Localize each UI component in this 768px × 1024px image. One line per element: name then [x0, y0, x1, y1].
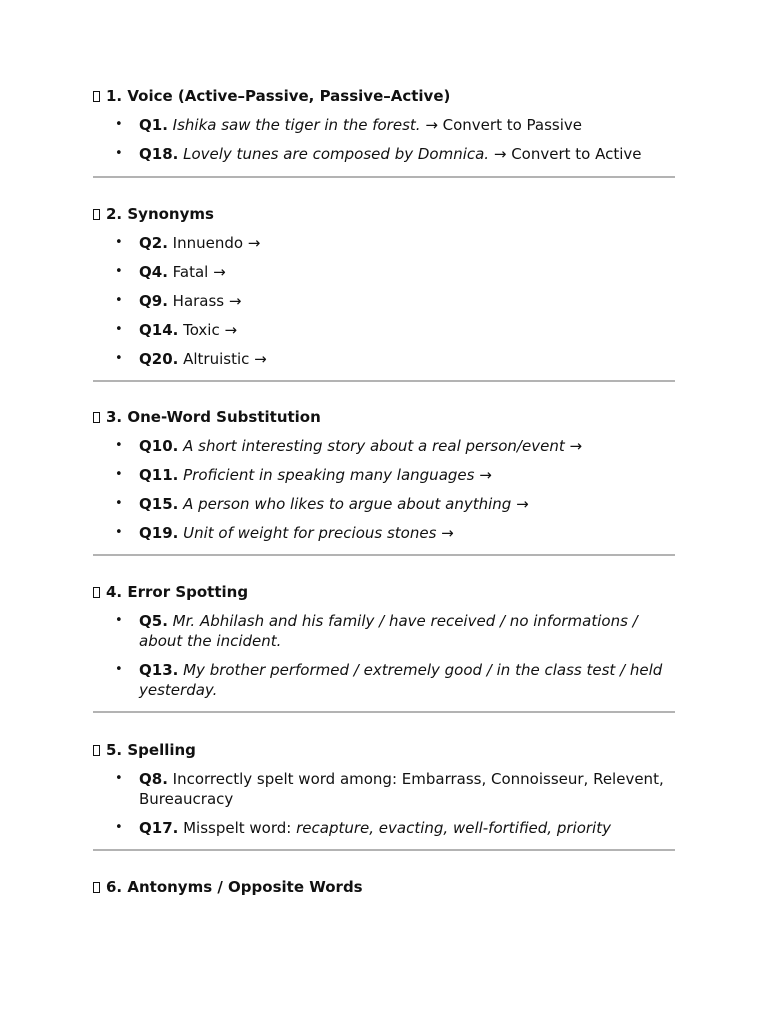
bullet: •: [115, 264, 123, 279]
answer-arrow: →: [511, 495, 529, 513]
section-voice: [93, 86, 675, 164]
question-text: Innuendo →: [167, 234, 261, 252]
question-number: Q11.: [139, 466, 179, 484]
question-text: Incorrectly spelt word among: Embarrass, Connoisseur, Relevent, Bureaucracy: [139, 770, 664, 808]
question-number: Q8.: [139, 770, 168, 788]
question-text: Ishika saw the tiger in the forest.: [172, 116, 421, 134]
question-instruction: → Convert to Passive: [420, 116, 583, 134]
section-divider: [93, 711, 675, 713]
section-title: 1. Voice (Active–Passive, Passive–Active): [106, 87, 451, 105]
question-items: [93, 769, 675, 838]
list-item: [93, 494, 675, 514]
missing-glyph-icon: [93, 412, 100, 423]
list-item: [93, 144, 675, 164]
bullet: •: [115, 146, 123, 161]
question-text: A short interesting story about a real person/event: [183, 437, 565, 455]
question-number: Q10.: [139, 437, 179, 455]
bullet: •: [115, 322, 123, 337]
list-item: [93, 233, 675, 253]
answer-arrow: →: [474, 466, 492, 484]
bullet: •: [115, 293, 123, 308]
question-number: Q18.: [139, 145, 179, 163]
section-title: 4. Error Spotting: [106, 583, 249, 601]
section-title: 5. Spelling: [106, 741, 196, 759]
bullet: •: [115, 662, 123, 677]
list-item: [93, 291, 675, 311]
question-number: Q17.: [139, 819, 179, 837]
question-text: Toxic →: [178, 321, 238, 339]
section-one-word-substitution: [93, 407, 675, 543]
section-title: 6. Antonyms / Opposite Words: [106, 878, 363, 896]
bullet: •: [115, 613, 123, 628]
question-number: Q13.: [139, 661, 179, 679]
list-item: [93, 115, 675, 135]
bullet: •: [115, 438, 123, 453]
bullet: •: [115, 496, 123, 511]
bullet: •: [115, 351, 123, 366]
section-divider: [93, 849, 675, 851]
question-text: Proficient in speaking many languages: [183, 466, 475, 484]
missing-glyph-icon: [93, 745, 100, 756]
section-divider: [93, 176, 675, 178]
bullet: •: [115, 771, 123, 786]
section-error-spotting: [93, 582, 675, 700]
section-heading: [93, 877, 675, 897]
question-number: Q1.: [139, 116, 168, 134]
question-text: Lovely tunes are composed by Domnica.: [183, 145, 490, 163]
question-text: Mr. Abhilash and his family / have received / no informations / about the incident.: [139, 612, 638, 650]
question-items: [93, 115, 675, 164]
section-synonyms: [93, 204, 675, 369]
section-title: 3. One-Word Substitution: [106, 408, 321, 426]
question-number: Q14.: [139, 321, 179, 339]
missing-glyph-icon: [93, 587, 100, 598]
question-text: Unit of weight for precious stones: [183, 524, 437, 542]
question-instruction: → Convert to Active: [489, 145, 642, 163]
section-divider: [93, 554, 675, 556]
list-item: [93, 523, 675, 543]
question-number: Q20.: [139, 350, 179, 368]
question-text: Altruistic →: [178, 350, 267, 368]
question-number: Q9.: [139, 292, 168, 310]
section-heading: [93, 86, 675, 106]
list-item: [93, 465, 675, 485]
section-spelling: [93, 740, 675, 838]
bullet: •: [115, 525, 123, 540]
word-options: recapture, evacting, well-fortified, priority: [296, 819, 611, 837]
list-item: [93, 818, 675, 838]
question-text: My brother performed / extremely good / in the class test / held yesterday.: [139, 661, 663, 699]
list-item: [93, 436, 675, 456]
missing-glyph-icon: [93, 882, 100, 893]
answer-arrow: →: [564, 437, 583, 455]
question-number: Q15.: [139, 495, 179, 513]
bullet: •: [115, 467, 123, 482]
question-number: Q5.: [139, 612, 168, 630]
question-text: Misspelt word:: [178, 819, 297, 837]
list-item: [93, 769, 675, 809]
question-text: Harass →: [167, 292, 242, 310]
missing-glyph-icon: [93, 91, 100, 102]
bullet: •: [115, 820, 123, 835]
question-text: A person who likes to argue about anything: [183, 495, 512, 513]
section-heading: [93, 407, 675, 427]
section-heading: [93, 740, 675, 760]
bullet: •: [115, 235, 123, 250]
question-items: [93, 436, 675, 543]
question-number: Q19.: [139, 524, 179, 542]
section-heading: [93, 204, 675, 224]
list-item: [93, 349, 675, 369]
bullet: •: [115, 117, 123, 132]
list-item: [93, 611, 675, 651]
list-item: [93, 320, 675, 340]
question-number: Q4.: [139, 263, 168, 281]
missing-glyph-icon: [93, 209, 100, 220]
question-list: [93, 86, 675, 897]
answer-arrow: →: [436, 524, 454, 542]
question-number: Q2.: [139, 234, 168, 252]
list-item: [93, 262, 675, 282]
section-antonyms: [93, 877, 675, 897]
question-items: [93, 611, 675, 700]
section-divider: [93, 380, 675, 382]
list-item: [93, 660, 675, 700]
question-text: Fatal →: [167, 263, 226, 281]
section-heading: [93, 582, 675, 602]
question-items: [93, 233, 675, 369]
section-title: 2. Synonyms: [106, 205, 214, 223]
